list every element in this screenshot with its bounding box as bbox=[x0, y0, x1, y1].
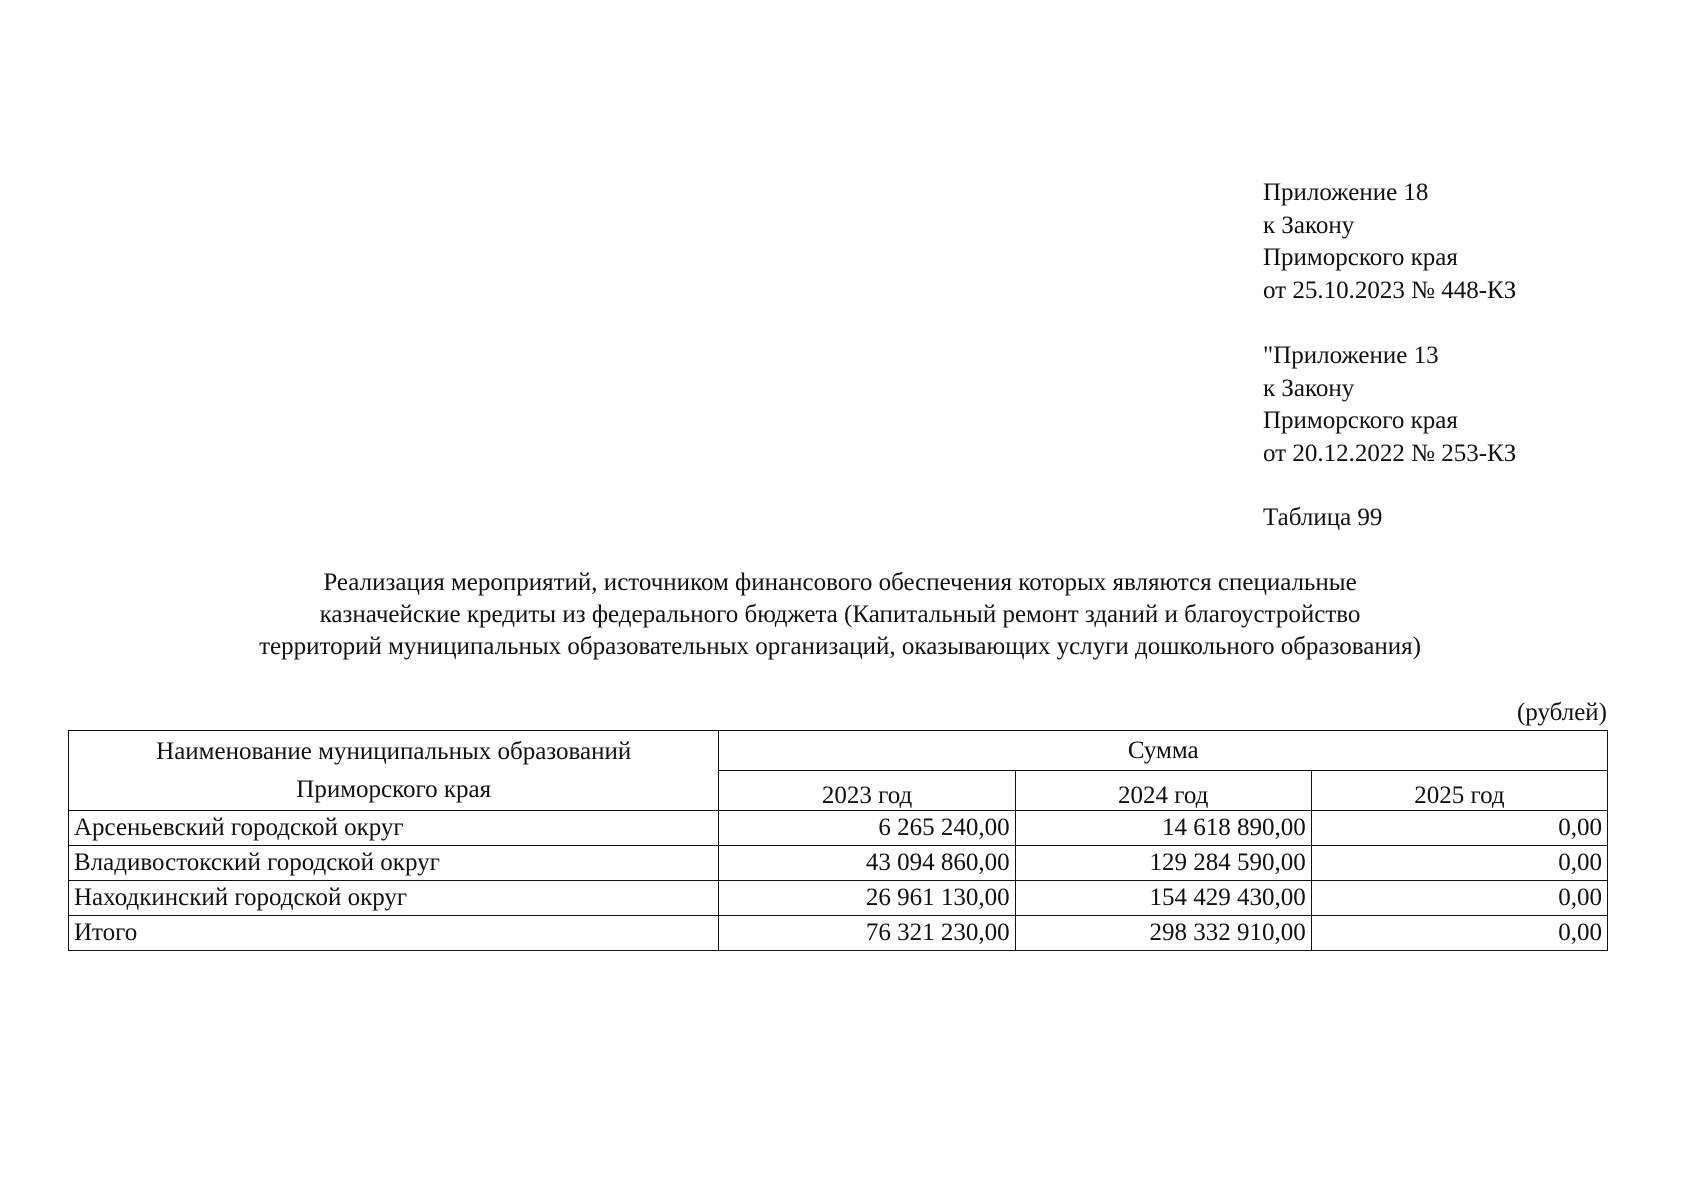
annex-line: "Приложение 13 bbox=[1263, 342, 1439, 369]
annex-line: от 25.10.2023 № 448-КЗ bbox=[1263, 276, 1517, 304]
units-label: (рублей) bbox=[1516, 699, 1607, 726]
header-year-2023: 2023 год bbox=[719, 771, 1015, 811]
annex-line: Приморского края bbox=[1263, 407, 1458, 434]
total-2024: 298 332 910,00 bbox=[1015, 916, 1311, 951]
annex-line: к Закону bbox=[1263, 374, 1355, 402]
annex-line: Приложение 18 bbox=[1263, 179, 1429, 206]
header-sum: Сумма bbox=[719, 731, 1608, 771]
annex-line: от 20.12.2022 № 253-КЗ bbox=[1263, 439, 1517, 467]
total-2025: 0,00 bbox=[1311, 916, 1607, 951]
annex-line: к Закону bbox=[1263, 211, 1355, 239]
municipality-name: Арсеньевский городской округ bbox=[69, 811, 719, 846]
title-line: территорий муниципальных образовательных организаций, оказывающих услуги дошкольного образования) bbox=[259, 633, 1421, 660]
budget-table bbox=[68, 730, 1608, 951]
amount-2024: 14 618 890,00 bbox=[1015, 811, 1311, 846]
header-year-2025: 2025 год bbox=[1311, 771, 1607, 811]
header-year-2024: 2024 год bbox=[1015, 771, 1311, 811]
amount-2024: 129 284 590,00 bbox=[1015, 846, 1311, 881]
total-2023: 76 321 230,00 bbox=[719, 916, 1015, 951]
total-label: Итого bbox=[69, 916, 719, 951]
amount-2023: 26 961 130,00 bbox=[719, 881, 1015, 916]
municipality-name: Находкинский городской округ bbox=[69, 881, 719, 916]
table-total-row bbox=[69, 916, 1608, 951]
annex-reference-current bbox=[1263, 177, 1516, 307]
header-municipality-line2: Приморского края bbox=[296, 775, 492, 803]
table-row bbox=[69, 811, 1608, 846]
table-row bbox=[69, 881, 1608, 916]
amount-2025: 0,00 bbox=[1311, 881, 1607, 916]
header-municipality-line1: Наименование муниципальных образований bbox=[156, 737, 632, 765]
amount-2024: 154 429 430,00 bbox=[1015, 881, 1311, 916]
title-line: казначейские кредиты из федерального бюджета (Капитальный ремонт зданий и благоустройство bbox=[319, 601, 1361, 628]
amount-2025: 0,00 bbox=[1311, 811, 1607, 846]
municipality-name: Владивостокский городской округ bbox=[69, 846, 719, 881]
amount-2023: 6 265 240,00 bbox=[719, 811, 1015, 846]
amount-2025: 0,00 bbox=[1311, 846, 1607, 881]
header-municipality bbox=[69, 731, 719, 811]
annex-reference-original bbox=[1263, 340, 1516, 470]
table-row bbox=[69, 846, 1608, 881]
document-title bbox=[60, 567, 1620, 663]
amount-2023: 43 094 860,00 bbox=[719, 846, 1015, 881]
title-line: Реализация мероприятий, источником финансового обеспечения которых являются специальные bbox=[323, 569, 1357, 596]
table-header-row bbox=[69, 731, 1608, 771]
annex-line: Приморского края bbox=[1263, 244, 1458, 271]
table-number: Таблица 99 bbox=[1263, 504, 1383, 531]
